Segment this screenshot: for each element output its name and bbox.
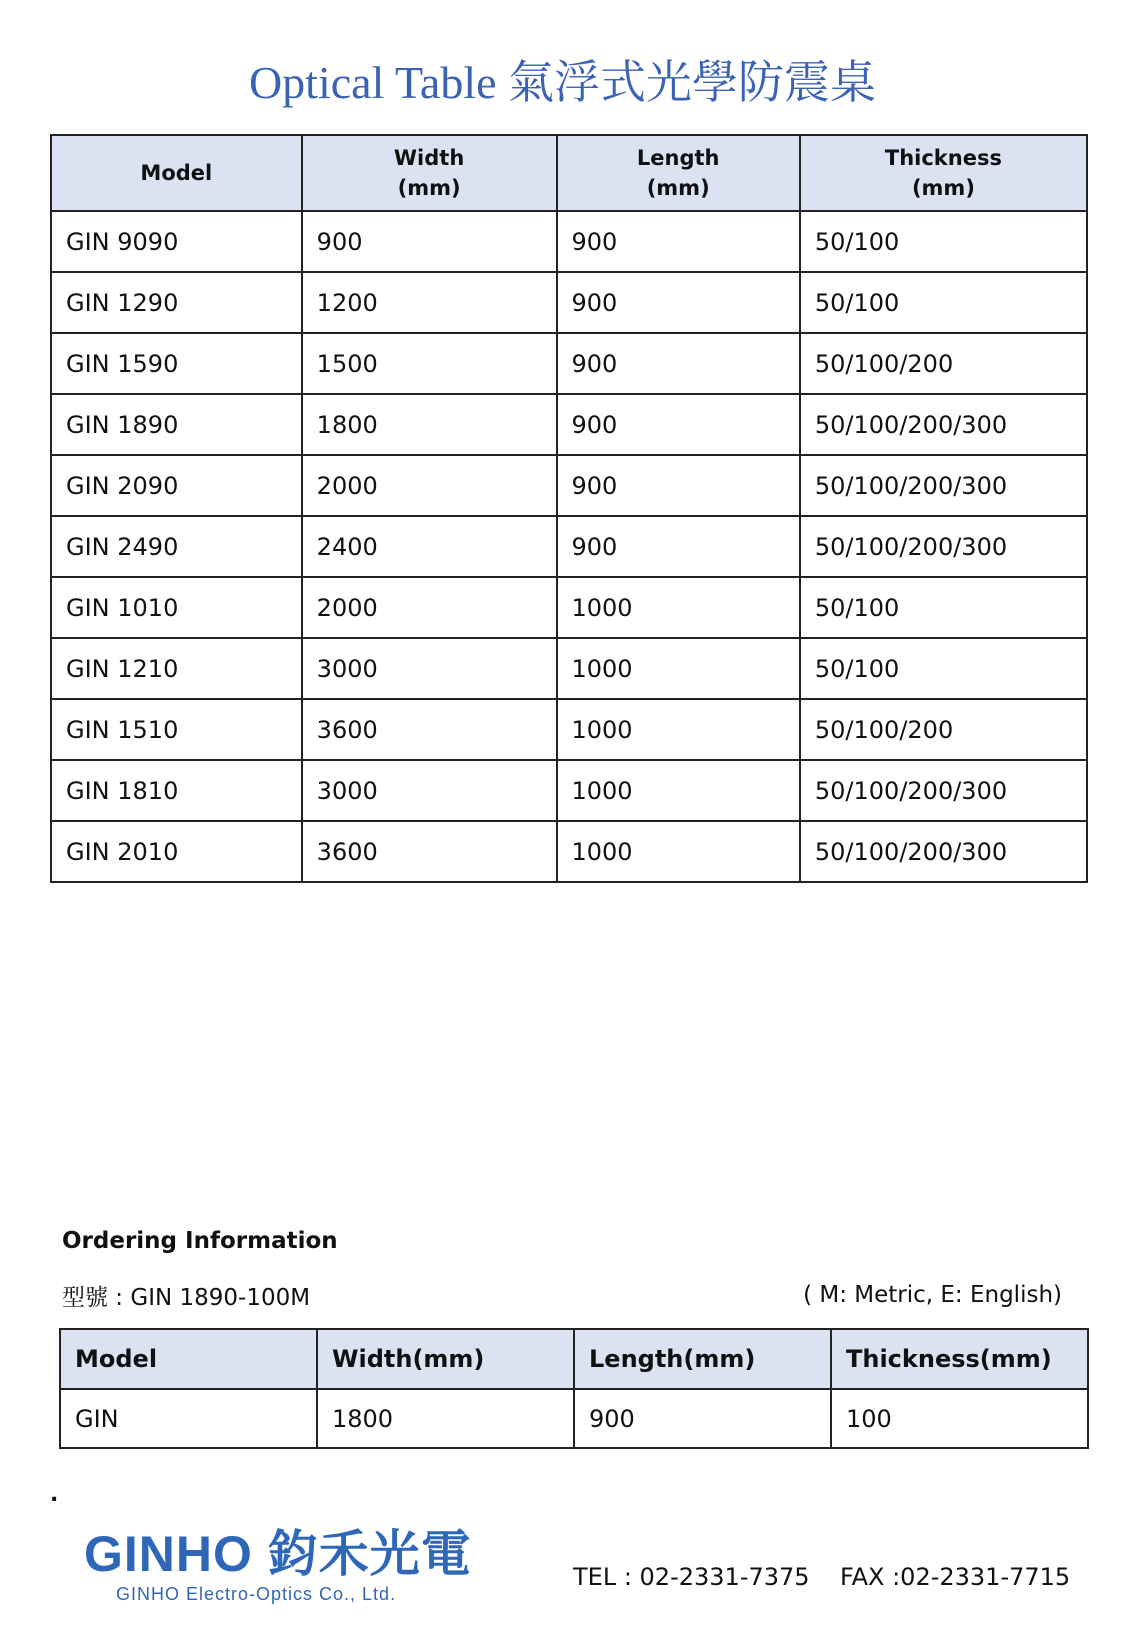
cell-thickness: 50/100/200/300 bbox=[800, 516, 1087, 577]
cell-model: GIN 1810 bbox=[51, 760, 302, 821]
cell-model: GIN 1890 bbox=[51, 394, 302, 455]
cell-thickness: 50/100 bbox=[800, 272, 1087, 333]
ordering-header-model: Model bbox=[60, 1329, 317, 1389]
table-row bbox=[51, 455, 1087, 516]
fax: FAX :02-2331-7715 bbox=[840, 1563, 1071, 1591]
cell-model: GIN 2090 bbox=[51, 455, 302, 516]
cell-model: GIN 2490 bbox=[51, 516, 302, 577]
cell-model: GIN 1210 bbox=[51, 638, 302, 699]
cell-length: 1000 bbox=[557, 577, 800, 638]
cell-width: 3000 bbox=[302, 638, 557, 699]
spec-table bbox=[50, 134, 1088, 883]
cell-length: 1000 bbox=[557, 699, 800, 760]
logo-subtitle: GINHO Electro-Optics Co., Ltd. bbox=[116, 1584, 397, 1604]
ordering-header-row bbox=[60, 1329, 1088, 1389]
table-row bbox=[51, 577, 1087, 638]
ordering-model-example: 型號 : GIN 1890-100M bbox=[62, 1285, 311, 1311]
header-thickness: Thickness (mm) bbox=[800, 135, 1087, 211]
cell-length: 900 bbox=[557, 211, 800, 272]
cell-thickness: 50/100/200/300 bbox=[800, 821, 1087, 882]
ordering-cell-thickness: 100 bbox=[831, 1389, 1088, 1448]
logo-wordmark: GINHO 鈞禾光電 bbox=[84, 1526, 472, 1582]
table-row bbox=[51, 821, 1087, 882]
header-width: Width (mm) bbox=[302, 135, 557, 211]
ordering-cell-length: 900 bbox=[574, 1389, 831, 1448]
table-row bbox=[51, 516, 1087, 577]
ordering-note: ( M: Metric, E: English) bbox=[803, 1282, 1062, 1308]
table-row bbox=[51, 394, 1087, 455]
stray-dot: . bbox=[50, 1482, 59, 1507]
cell-width: 2000 bbox=[302, 455, 557, 516]
cell-length: 900 bbox=[557, 516, 800, 577]
table-row bbox=[51, 211, 1087, 272]
cell-thickness: 50/100/200 bbox=[800, 333, 1087, 394]
ordering-header-thickness: Thickness(mm) bbox=[831, 1329, 1088, 1389]
table-row bbox=[51, 760, 1087, 821]
cell-model: GIN 1510 bbox=[51, 699, 302, 760]
cell-thickness: 50/100 bbox=[800, 577, 1087, 638]
cell-width: 3600 bbox=[302, 821, 557, 882]
page-title: Optical Table 氣浮式光學防震桌 bbox=[248, 57, 877, 108]
cell-model: GIN 1290 bbox=[51, 272, 302, 333]
cell-width: 3600 bbox=[302, 699, 557, 760]
ordering-cell-model: GIN bbox=[60, 1389, 317, 1448]
cell-length: 900 bbox=[557, 455, 800, 516]
cell-model: GIN 9090 bbox=[51, 211, 302, 272]
cell-width: 1800 bbox=[302, 394, 557, 455]
ordering-row bbox=[60, 1389, 1088, 1448]
cell-model: GIN 1010 bbox=[51, 577, 302, 638]
telephone: TEL : 02-2331-7375 bbox=[573, 1563, 810, 1591]
cell-thickness: 50/100/200 bbox=[800, 699, 1087, 760]
cell-length: 1000 bbox=[557, 760, 800, 821]
cell-length: 1000 bbox=[557, 638, 800, 699]
cell-model: GIN 1590 bbox=[51, 333, 302, 394]
cell-thickness: 50/100/200/300 bbox=[800, 394, 1087, 455]
cell-width: 2000 bbox=[302, 577, 557, 638]
ordering-cell-width: 1800 bbox=[317, 1389, 574, 1448]
cell-thickness: 50/100/200/300 bbox=[800, 760, 1087, 821]
ordering-heading: Ordering Information bbox=[62, 1228, 338, 1254]
header-model: Model bbox=[51, 135, 302, 211]
company-logo bbox=[84, 1528, 472, 1605]
ordering-table bbox=[59, 1328, 1089, 1449]
cell-width: 2400 bbox=[302, 516, 557, 577]
table-row bbox=[51, 638, 1087, 699]
ordering-header-width: Width(mm) bbox=[317, 1329, 574, 1389]
cell-width: 900 bbox=[302, 211, 557, 272]
ordering-header-length: Length(mm) bbox=[574, 1329, 831, 1389]
cell-width: 1500 bbox=[302, 333, 557, 394]
header-length: Length (mm) bbox=[557, 135, 800, 211]
cell-width: 1200 bbox=[302, 272, 557, 333]
table-row bbox=[51, 699, 1087, 760]
cell-thickness: 50/100 bbox=[800, 211, 1087, 272]
cell-model: GIN 2010 bbox=[51, 821, 302, 882]
cell-thickness: 50/100 bbox=[800, 638, 1087, 699]
cell-length: 900 bbox=[557, 394, 800, 455]
cell-thickness: 50/100/200/300 bbox=[800, 455, 1087, 516]
table-row bbox=[51, 333, 1087, 394]
cell-length: 1000 bbox=[557, 821, 800, 882]
cell-length: 900 bbox=[557, 333, 800, 394]
cell-width: 3000 bbox=[302, 760, 557, 821]
table-row bbox=[51, 272, 1087, 333]
spec-header-row bbox=[51, 135, 1087, 211]
cell-length: 900 bbox=[557, 272, 800, 333]
